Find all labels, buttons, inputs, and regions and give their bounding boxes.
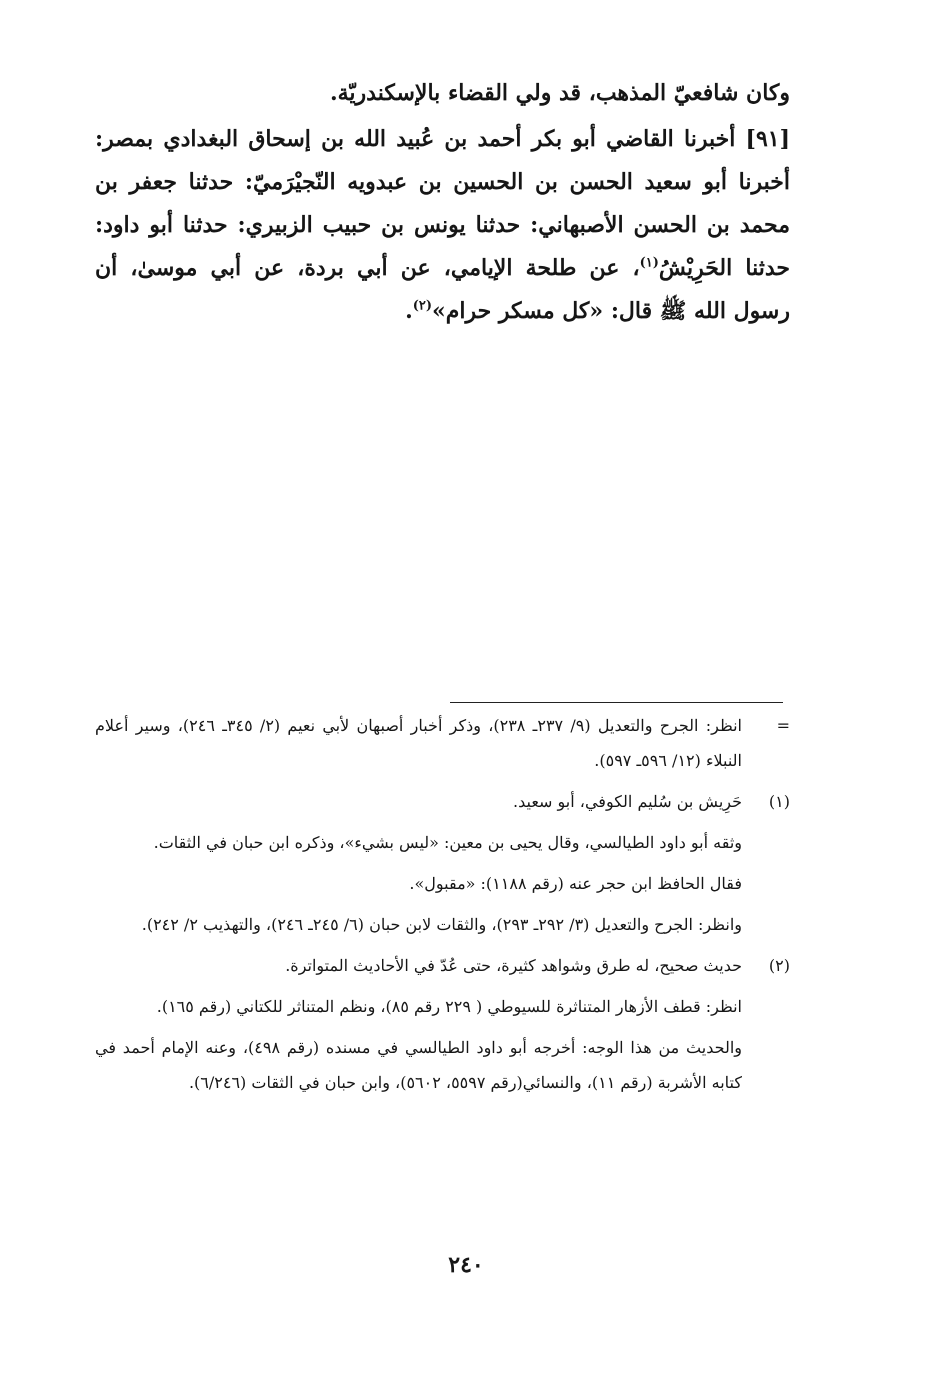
hadith-text-a: [٩١] أخبرنا القاضي أبو بكر أحمد بن عُبيد الله بن إسحاق البغدادي بمصر: أخبرنا أبو سعيد الحسن بن الحسين بن عبدويه النّجيْرَميّ: حدثنا جعفر بن محمد بن الحسن الأصبهاني: حدثنا يونس بن حبيب الزبيري: حدثنا أبو داود: حدثنا الحَرِيْشُ <box>95 126 790 281</box>
footnote-separator <box>450 702 783 703</box>
continuation-text: انظر: الجرح والتعديل (٩/ ٢٣٧ـ ٢٣٨)، وذكر أخبار أصبهان لأبي نعيم (٢/ ٣٤٥ـ ٢٤٦)، وسير أعلام النبلاء (١٢/ ٥٩٦ـ ٥٩٧). <box>95 716 742 770</box>
page-number: ٢٤٠ <box>448 1252 484 1278</box>
footnote-1-number: (١) <box>768 792 790 811</box>
footnote-2-para-1: انظر: قطف الأزهار المتناثرة للسيوطي ( ٢٢٩ رقم ٨٥)، ونظم المتناثر للكتاني (رقم ١٦٥). <box>156 997 742 1016</box>
footnotes <box>95 708 790 1106</box>
footnote-1-para-2: فقال الحافظ ابن حجر عنه (رقم ١١٨٨): «مقبول». <box>409 874 742 893</box>
footnote-2-para-2: والحديث من هذا الوجه: أخرجه أبو داود الطيالسي في مسنده (رقم ٤٩٨)، وعنه الإمام أحمد في كتابه الأشربة (رقم ١١)، والنسائي(رقم ٥٥٩٧، ٥٦٠٢)، وابن حبان في الثقات (٦/٢٤٦). <box>95 1038 742 1092</box>
footnote-1-para-3: وانظر: الجرح والتعديل (٣/ ٢٩٢ـ ٢٩٣)، والثقات لابن حبان (٦/ ٢٤٥ـ ٢٤٦)، والتهذيب ٢/ ٢٤٢). <box>141 915 742 934</box>
hadith-paragraph-91 <box>95 118 790 333</box>
main-text <box>95 72 790 333</box>
footnote-2-text: حديث صحيح، له طرق وشواهد كثيرة، حتى عُدّ في الأحاديث المتواترة. <box>285 956 742 975</box>
footnote-1-text: حَرِيش بن سُليم الكوفي، أبو سعيد. <box>513 792 742 811</box>
footnote-2-number: (٢) <box>768 956 790 975</box>
footnote-ref-1: (١) <box>639 255 659 271</box>
footnote-1-para-1: وثقه أبو داود الطيالسي، وقال يحيى بن معين: «ليس بشيء»، وذكره ابن حبان في الثقات. <box>153 833 742 852</box>
footnote-ref-2: (٢) <box>412 298 433 314</box>
hadith-text-c: . <box>405 298 413 324</box>
footnote-1 <box>95 784 790 819</box>
main-line-1: وكان شافعيّ المذهب، قد ولي القضاء بالإسكندريّة. <box>329 80 790 106</box>
continuation-marker: = <box>776 716 790 735</box>
footnote-2 <box>95 948 790 983</box>
hadith-text-b: ، عن طلحة الإيامي، عن أبي بردة، عن أبي موسىٰ، أن رسول الله ﷺ قال: «كل مسكر حرام» <box>95 255 790 324</box>
footnote-continuation <box>95 708 790 778</box>
